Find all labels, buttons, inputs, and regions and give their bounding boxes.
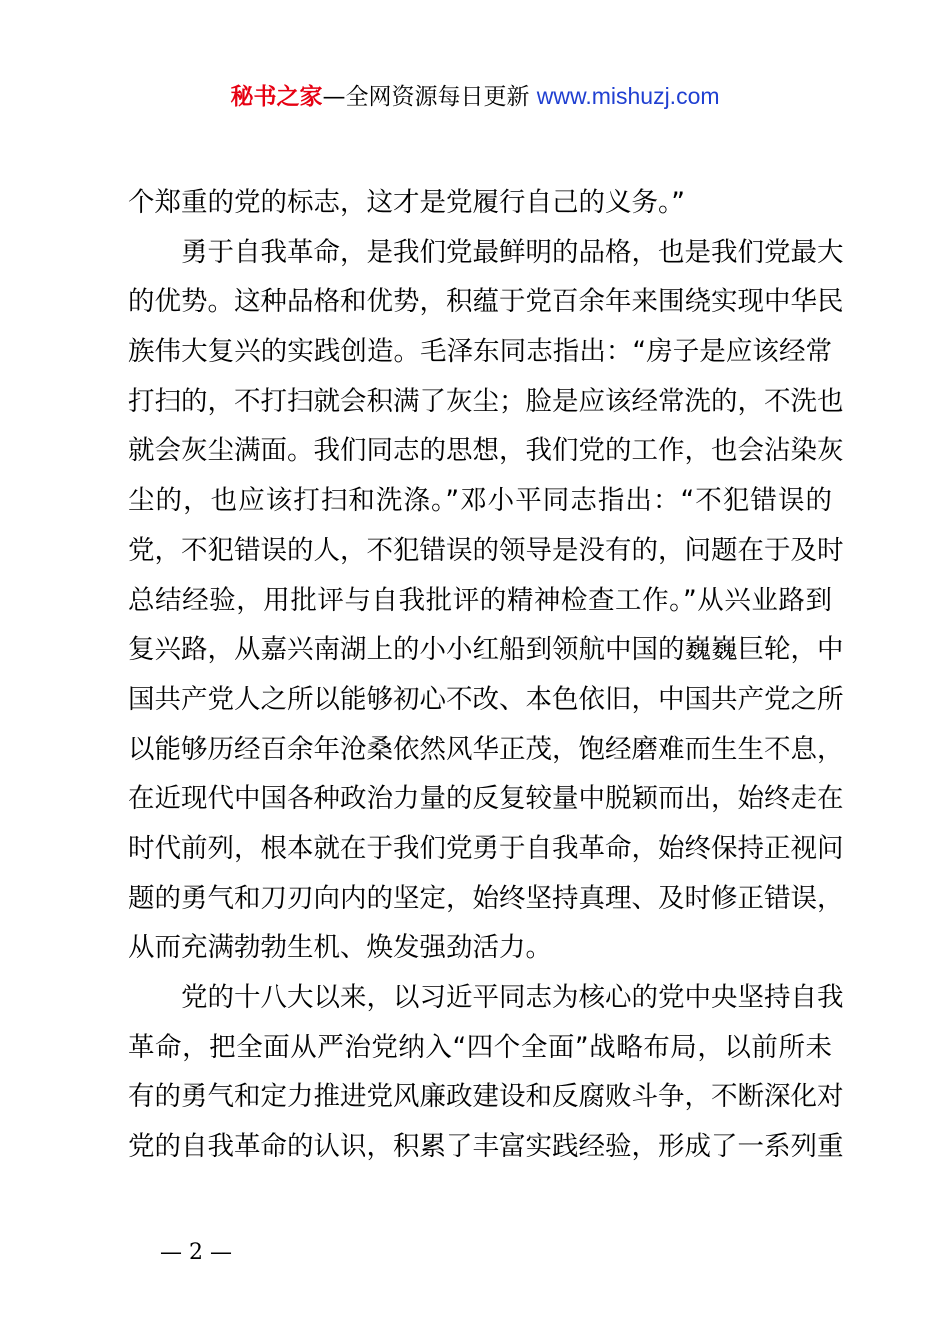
text-line: 革命，把全面从严治党纳入“四个全面”战略布局，以前所未 [128,1031,832,1063]
text-line: 党的十八大以来，以习近平同志为核心的党中央坚持自我 [181,982,844,1013]
text-line: 就会灰尘满面。我们同志的思想，我们党的工作，也会沾染灰 [128,435,844,467]
text-line: 题的勇气和刀刃向内的坚定，始终坚持真理、及时修正错误， [128,882,844,914]
text-line: 的优势。这种品格和优势，积蕴于党百余年来围绕实现中华民 [128,286,844,318]
text-line: 党，不犯错误的人，不犯错误的领导是没有的，问题在于及时 [128,534,844,566]
text-line: 时代前列，根本就在于我们党勇于自我革命，始终保持正视问 [128,832,844,864]
text-line: 总结经验，用批评与自我批评的精神检查工作。”从兴业路到 [128,584,832,616]
text-line: 个郑重的党的标志，这才是党履行自己的义务。” [128,187,685,218]
text-line: 在近现代中国各种政治力量的反复较量中脱颖而出，始终走在 [128,783,844,815]
text-line: 从而充满勃勃生机、焕发强劲活力。 [128,932,552,964]
text-line: 以能够历经百余年沧桑依然风华正茂，饱经磨难而生生不息， [128,733,844,765]
site-url[interactable]: www.mishuzj.com [536,83,720,109]
page-header [0,80,950,113]
page-number: — 2 — [160,1240,232,1265]
document-body [128,178,844,1172]
brand-name: 秘书之家 [230,84,323,110]
text-line: 复兴路，从嘉兴南湖上的小小红船到领航中国的巍巍巨轮，中 [128,634,844,666]
text-line: 族伟大复兴的实践创造。毛泽东同志指出：“房子是应该经常 [128,336,832,368]
text-line: 国共产党人之所以能够初心不改、本色依旧，中国共产党之所 [128,683,844,715]
text-line: 党的自我革命的认识，积累了丰富实践经验，形成了一系列重 [128,1131,844,1163]
text-line: 尘的，也应该打扫和洗涤。”邓小平同志指出：“不犯错误的 [128,485,832,517]
header-tagline: —全网资源每日更新 [322,84,530,110]
text-line: 打扫的，不打扫就会积满了灰尘；脸是应该经常洗的，不洗也 [128,385,844,417]
text-line: 勇于自我革命，是我们党最鲜明的品格，也是我们党最大 [181,236,844,268]
text-line: 有的勇气和定力推进党风廉政建设和反腐败斗争，不断深化对 [128,1081,844,1113]
